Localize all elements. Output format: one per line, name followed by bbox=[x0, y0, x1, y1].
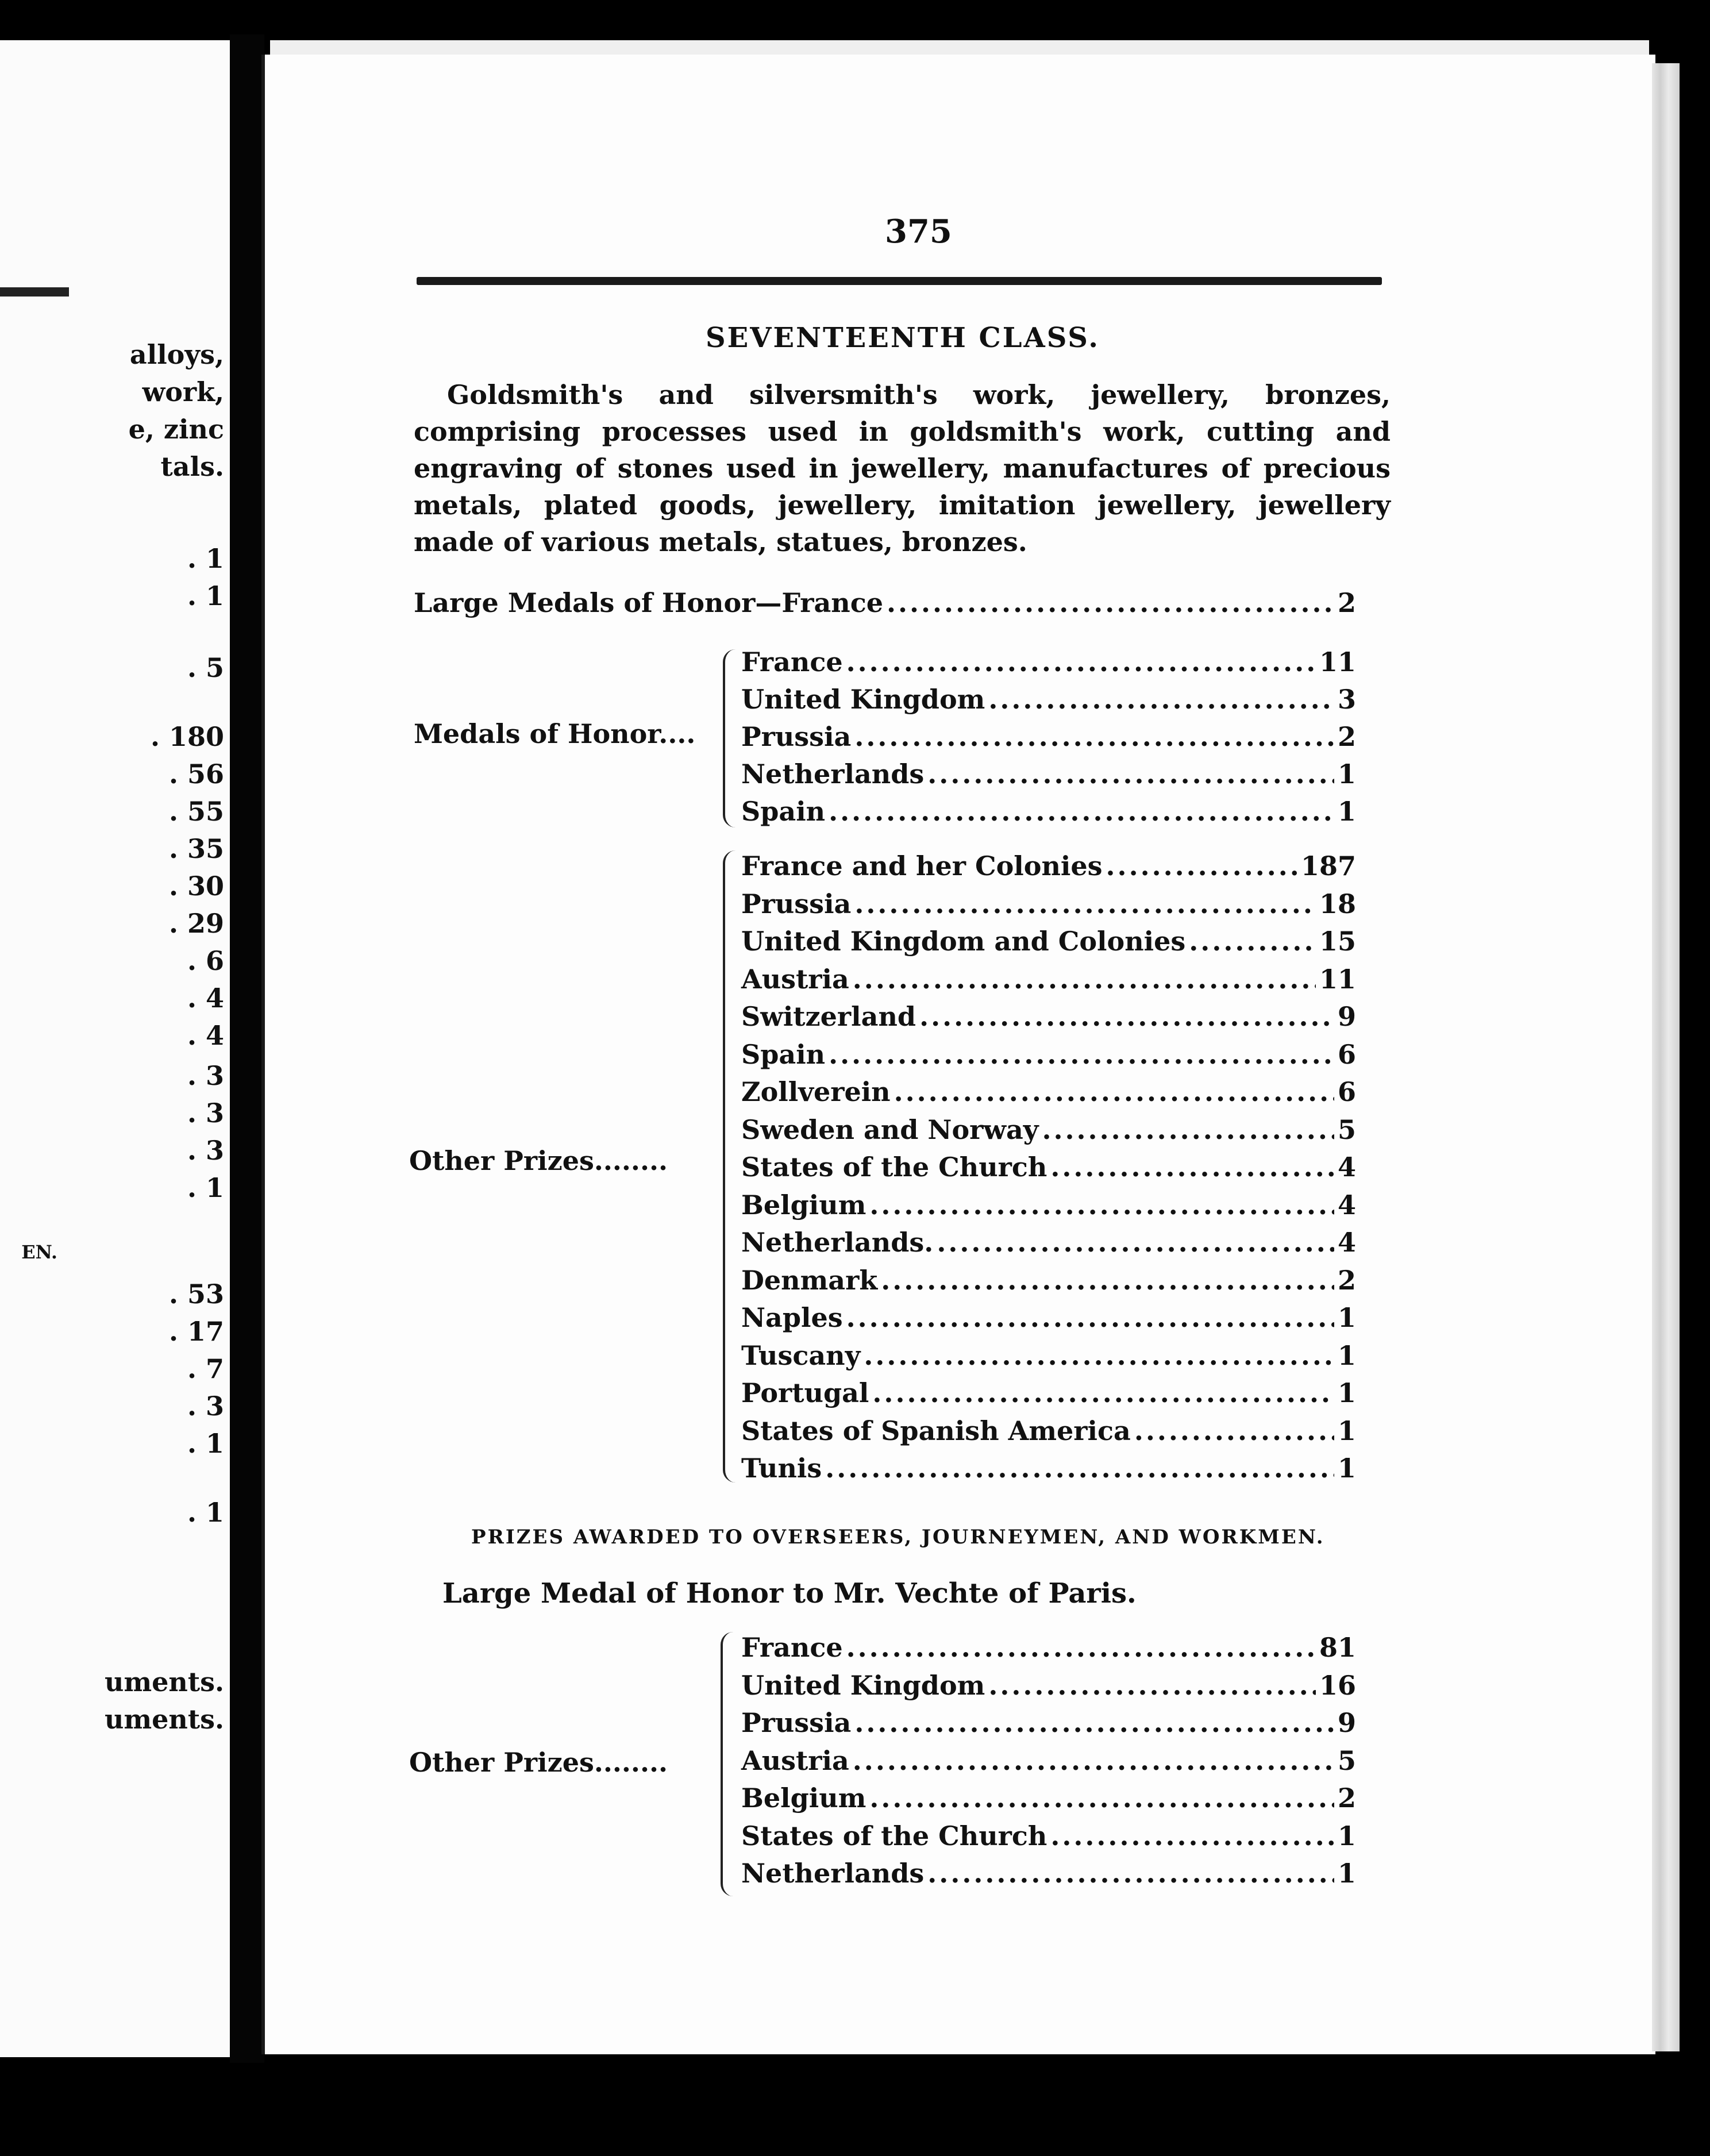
left-page-text-fragment: work, bbox=[142, 376, 224, 407]
award-count: 5 bbox=[1337, 1745, 1356, 1776]
left-page-text-fragment: . 3 bbox=[187, 1391, 224, 1422]
country-name: Prussia bbox=[741, 888, 852, 919]
country-name: France and her Colonies bbox=[741, 850, 1103, 881]
left-page-text-fragment: . 7 bbox=[187, 1353, 224, 1384]
award-count: 81 bbox=[1319, 1632, 1356, 1663]
award-count: 5 bbox=[1337, 1114, 1356, 1145]
country-name: Netherlands bbox=[741, 759, 925, 790]
country-name: States of the Church bbox=[741, 1820, 1047, 1851]
award-count: 1 bbox=[1337, 1377, 1356, 1408]
left-page-text-fragment: . 5 bbox=[187, 652, 224, 683]
country-name: Zollverein bbox=[741, 1076, 891, 1107]
country-name: Belgium bbox=[741, 1782, 866, 1814]
left-page-text-fragment: . 1 bbox=[187, 1172, 224, 1203]
country-name: Spain bbox=[741, 1038, 826, 1070]
award-count: 187 bbox=[1300, 850, 1356, 881]
award-count: 16 bbox=[1319, 1669, 1356, 1701]
country-name: Netherlands bbox=[741, 1858, 925, 1889]
left-page-text-fragment: . 55 bbox=[168, 796, 224, 827]
award-count: 6 bbox=[1337, 1038, 1356, 1070]
award-row bbox=[741, 964, 1356, 1000]
country-name: Spain bbox=[741, 796, 826, 827]
left-page-text-fragment: . 4 bbox=[187, 983, 224, 1014]
country-name: United Kingdom and Colonies bbox=[741, 926, 1186, 957]
country-name: Tuscany bbox=[741, 1339, 861, 1371]
award-row bbox=[741, 888, 1356, 925]
leader-dots bbox=[937, 1227, 1334, 1258]
left-page-text-fragment: . 1 bbox=[187, 580, 224, 611]
award-row bbox=[741, 759, 1356, 795]
left-page-text-fragment: . 4 bbox=[187, 1020, 224, 1051]
award-row bbox=[741, 684, 1356, 721]
award-count: 2 bbox=[1337, 721, 1356, 752]
left-page-text-fragment: . 56 bbox=[168, 759, 224, 790]
leader-dots bbox=[927, 1858, 1334, 1889]
country-name: United Kingdom bbox=[741, 684, 985, 715]
other-prizes-brace bbox=[723, 850, 735, 1483]
award-count: 1 bbox=[1337, 1302, 1356, 1333]
header-rule bbox=[417, 277, 1382, 285]
award-row bbox=[741, 1302, 1356, 1339]
left-page-text-fragment: EN. bbox=[21, 1241, 57, 1263]
left-page-text-fragment: . 35 bbox=[168, 833, 224, 864]
country-name: States of the Church bbox=[741, 1152, 1047, 1183]
workmen-brace bbox=[721, 1632, 733, 1896]
country-name: Prussia bbox=[741, 721, 852, 752]
leader-dots bbox=[864, 1340, 1334, 1371]
workmen-section-heading: PRIZES AWARDED TO OVERSEERS, JOURNEYMEN, AND WORKMEN. bbox=[471, 1526, 1325, 1549]
award-count: 15 bbox=[1319, 926, 1356, 957]
award-count: 4 bbox=[1337, 1152, 1356, 1183]
left-page-rule bbox=[0, 287, 69, 297]
award-row bbox=[741, 1152, 1356, 1188]
leader-dots bbox=[846, 1632, 1316, 1663]
country-name: Naples bbox=[741, 1302, 843, 1333]
award-row bbox=[741, 1189, 1356, 1226]
leader-dots bbox=[854, 888, 1316, 919]
award-count: 4 bbox=[1337, 1227, 1356, 1258]
leader-dots bbox=[853, 1745, 1334, 1776]
country-name: Sweden and Norway bbox=[741, 1114, 1039, 1145]
leader-dots bbox=[1042, 1114, 1334, 1145]
large-medals-count: 2 bbox=[1337, 587, 1356, 618]
award-row bbox=[741, 1707, 1356, 1744]
leader-dots bbox=[872, 1377, 1334, 1408]
leader-dots bbox=[887, 587, 1334, 618]
award-count: 6 bbox=[1337, 1076, 1356, 1107]
award-count: 1 bbox=[1337, 1820, 1356, 1851]
country-name: United Kingdom bbox=[741, 1669, 985, 1701]
leader-dots bbox=[854, 721, 1334, 752]
left-page-text-fragment: . 17 bbox=[168, 1316, 224, 1347]
leader-dots bbox=[1134, 1415, 1334, 1446]
award-count: 1 bbox=[1337, 759, 1356, 790]
award-count: 9 bbox=[1337, 1001, 1356, 1032]
country-name: Belgium bbox=[741, 1189, 866, 1221]
award-row bbox=[741, 1377, 1356, 1414]
country-name: Portugal bbox=[741, 1377, 869, 1408]
award-count: 1 bbox=[1337, 1339, 1356, 1371]
country-name: Switzerland bbox=[741, 1001, 916, 1032]
left-page-text-fragment: . 3 bbox=[187, 1098, 224, 1129]
award-row bbox=[741, 1782, 1356, 1819]
award-row bbox=[741, 1670, 1356, 1707]
award-row bbox=[741, 1858, 1356, 1895]
award-count: 1 bbox=[1337, 796, 1356, 827]
leader-dots bbox=[1106, 850, 1297, 881]
award-row bbox=[741, 1453, 1356, 1489]
country-name: France bbox=[741, 646, 843, 677]
award-row bbox=[741, 1227, 1356, 1264]
award-row bbox=[741, 1745, 1356, 1782]
leader-dots bbox=[894, 1076, 1334, 1107]
large-medals-label: Large Medals of Honor—France bbox=[414, 587, 883, 618]
award-row bbox=[741, 1039, 1356, 1076]
country-name: Denmark bbox=[741, 1264, 878, 1296]
medals-of-honor-label: Medals of Honor.... bbox=[414, 718, 696, 749]
award-count: 3 bbox=[1337, 684, 1356, 715]
country-name: Austria bbox=[741, 963, 849, 995]
leader-dots bbox=[825, 1453, 1334, 1484]
book-gutter bbox=[230, 34, 264, 2063]
leader-dots bbox=[869, 1782, 1334, 1814]
leader-dots bbox=[988, 1670, 1316, 1701]
left-page-text-fragment: uments. bbox=[105, 1666, 224, 1697]
left-page-text-fragment: . 29 bbox=[168, 908, 224, 939]
award-row bbox=[741, 1415, 1356, 1452]
award-row bbox=[741, 1632, 1356, 1669]
left-page-text-fragment: . 30 bbox=[168, 871, 224, 902]
award-row bbox=[741, 1265, 1356, 1302]
class-description bbox=[414, 376, 1391, 560]
large-medal-note: Large Medal of Honor to Mr. Vechte of Paris. bbox=[442, 1577, 1137, 1610]
large-medals-row bbox=[414, 587, 1356, 624]
leader-dots bbox=[854, 1707, 1334, 1738]
other-prizes-label: Other Prizes........ bbox=[409, 1145, 668, 1176]
award-row bbox=[741, 1820, 1356, 1857]
class-title: SEVENTEENTH CLASS. bbox=[706, 322, 1100, 354]
country-name: Netherlands. bbox=[741, 1227, 934, 1258]
country-name: Austria bbox=[741, 1745, 849, 1776]
left-page-text-fragment: . 53 bbox=[168, 1279, 224, 1310]
leader-dots bbox=[1050, 1152, 1334, 1183]
award-count: 9 bbox=[1337, 1707, 1356, 1738]
award-row bbox=[741, 721, 1356, 758]
award-count: 4 bbox=[1337, 1189, 1356, 1221]
award-row bbox=[741, 850, 1356, 887]
award-row bbox=[741, 1001, 1356, 1038]
description-text: Goldsmith's and silversmith's work, jewellery, bronzes, comprising processes used in goldsmith's work, cutting and engraving of stones used in jewellery, manufactures of precious metals, plated goods, jewellery, imitation jewellery, jewellery made of various metals, statues, bronzes. bbox=[414, 379, 1391, 557]
award-row bbox=[741, 1076, 1356, 1113]
left-page-text-fragment: . 180 bbox=[150, 721, 224, 752]
left-page-text-fragment: . 3 bbox=[187, 1135, 224, 1166]
leader-dots bbox=[1189, 926, 1316, 957]
workmen-other-prizes-label: Other Prizes........ bbox=[409, 1747, 668, 1778]
award-row bbox=[741, 1340, 1356, 1377]
left-page-text-fragment: e, zinc bbox=[128, 414, 224, 445]
country-name: States of Spanish America bbox=[741, 1415, 1131, 1446]
medals-brace bbox=[723, 649, 735, 827]
left-page-text-fragment: . 3 bbox=[187, 1060, 224, 1091]
award-count: 1 bbox=[1337, 1453, 1356, 1484]
award-count: 1 bbox=[1337, 1415, 1356, 1446]
country-name: Tunis bbox=[741, 1453, 822, 1484]
leader-dots bbox=[829, 796, 1334, 827]
award-row bbox=[741, 646, 1356, 683]
leader-dots bbox=[846, 646, 1316, 677]
country-name: France bbox=[741, 1632, 843, 1663]
award-count: 11 bbox=[1319, 963, 1356, 995]
left-page-text-fragment: alloys, bbox=[129, 339, 224, 370]
country-name: Prussia bbox=[741, 1707, 852, 1738]
leader-dots bbox=[1050, 1820, 1334, 1851]
award-row bbox=[741, 926, 1356, 962]
leader-dots bbox=[853, 964, 1316, 995]
award-row bbox=[741, 1114, 1356, 1151]
award-count: 1 bbox=[1337, 1858, 1356, 1889]
award-row bbox=[741, 796, 1356, 833]
page-number: 375 bbox=[885, 213, 952, 251]
left-page-text-fragment: . 1 bbox=[187, 543, 224, 574]
left-page-text-fragment: . 1 bbox=[187, 1497, 224, 1528]
award-count: 2 bbox=[1337, 1264, 1356, 1296]
leader-dots bbox=[829, 1039, 1334, 1070]
left-page-text-fragment: uments. bbox=[105, 1704, 224, 1735]
left-page-text-fragment: tals. bbox=[160, 451, 224, 482]
award-count: 2 bbox=[1337, 1782, 1356, 1814]
page-fore-edge bbox=[1652, 63, 1680, 2051]
leader-dots bbox=[919, 1001, 1334, 1032]
leader-dots bbox=[927, 759, 1334, 790]
award-count: 18 bbox=[1319, 888, 1356, 919]
leader-dots bbox=[869, 1189, 1334, 1221]
leader-dots bbox=[881, 1265, 1334, 1296]
left-page-text-fragment: . 1 bbox=[187, 1428, 224, 1459]
leader-dots bbox=[846, 1302, 1334, 1333]
left-page-text-fragment: . 6 bbox=[187, 945, 224, 976]
award-count: 11 bbox=[1319, 646, 1356, 677]
leader-dots bbox=[988, 684, 1334, 715]
left-facing-page bbox=[0, 40, 230, 2057]
